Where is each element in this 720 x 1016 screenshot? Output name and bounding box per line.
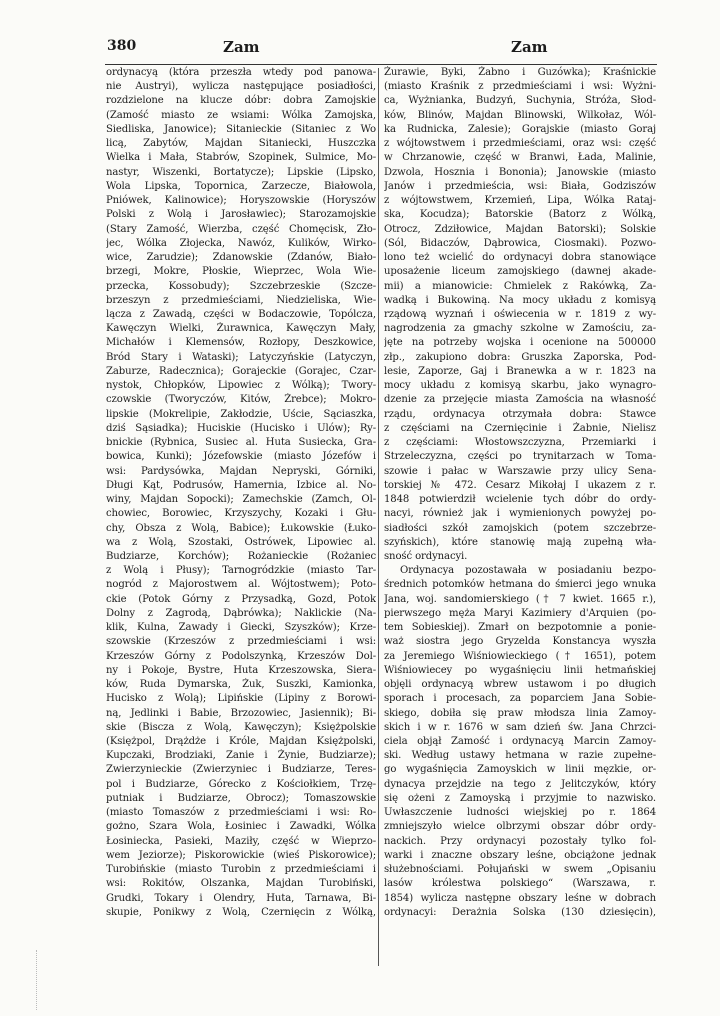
text-line: ków, Blinów, Majdan Blinowski, Wilkołaz, Wól- [384,109,656,121]
text-line: lącza z Zawadą, części w Bodaczowie, Topólcza, [106,308,376,320]
text-line: (Księżpol, Drążdże i Króle, Majdan Księżpolski, [106,736,376,748]
text-line: ska, Kocudza); Batorskie (Batorz z Wólką, [384,209,656,221]
text-line: nogród z Majorostwem al. Wójtostwem); Poto- [106,579,376,591]
text-line: Dolny z Zagrodą, Dąbrówka); Naklickie (Na- [106,607,376,619]
text-line: Zaburze, Radecznica); Gorajeckie (Gorajec, Czar- [106,365,376,377]
text-line: za Jeremiego Wiśniowieckiego († 1651), potem [384,650,656,662]
text-line: z wójtowstwem i przedmieściami, oraz wsi: część [384,138,656,150]
text-line: z Wolą i Płusy); Tarnogródzkie (miasto Tar- [106,565,376,577]
text-line: Bród Stary i Wataski); Latyczyńskie (Latyczyn, [106,351,376,363]
text-line: Uwłaszczenie ludności wiejskiej po r. 1864 [384,807,656,819]
text-line: ckie (Potok Górny z Przysadką, Gozd, Potok [106,593,376,605]
text-line: (Zamość miasto ze wsiami: Wólka Zamojska, [106,109,376,121]
text-line: z wójtowstwem, Krzemień, Lipa, Wólka Rataj- [384,195,656,207]
text-line: służebnościami. Połujański w swem „Opisaniu [384,864,656,876]
text-line: nystok, Chłopków, Lipowiec z Wólką); Twory- [106,380,376,392]
text-line: ordynacyą (która przeszła wtedy pod panowa- [106,67,376,78]
text-line: Dzwola, Hosznia i Bononia); Janowskie (miasto [384,166,656,178]
text-line: bnickie (Rybnica, Susiec al. Huta Susiecka, Gra- [106,437,376,449]
text-line: nastyr, Wiszenki, Bortatycze); Lipskie (Lipsko, [106,166,376,178]
text-line: skiego, dobiła się praw młodsza linia Zamoy- [384,707,656,719]
text-line: chy, Obsza z Wolą, Babice); Łukowskie (Łuko- [106,522,376,534]
text-line: Wielka i Mała, Stabrów, Szopinek, Sulmice, Mo- [106,152,376,164]
text-line: dziś Sąsiadka); Huciskie (Hucisko i Ulów); Ry- [106,422,376,434]
text-line: ka Rudnicka, Zalesie); Gorajskie (miasto Goraj [384,123,656,135]
text-line: Budziarze, Korchów); Rożanieckie (Rożaniec [106,550,376,562]
text-line: gożno, Szara Wola, Łosiniec i Zawadki, Wólka [106,821,376,833]
text-line: Kawęczyn Wielki, Żurawnica, Kawęczyn Mały, [106,323,376,335]
text-line: Otrocz, Zdziłowice, Majdan Batorski); Solskie [384,223,656,235]
margin-mark [36,950,47,1010]
text-line: ciela objął Zamość i ordynacyą Marcin Zamoy- [384,736,656,748]
page-header [0,38,720,62]
running-head-right: Zam [511,38,548,56]
text-line: ski. Według ustawy hetmana w razie zupełne- [384,750,656,762]
text-line: 1848 potwierdził wcielenie tych dóbr do ordy- [384,494,656,506]
text-line: mocy układu z komisyą skarbu, jako wynagro- [384,380,656,392]
text-line: ną, Jedlinki i Babie, Brzozowiec, Jasiennik); Bi- [106,707,376,719]
text-line: brzeszyn z przedmieściami, Niedzieliska, Wie- [106,294,376,306]
text-line: Wola Lipska, Topornica, Zarzecze, Białowola, [106,180,376,192]
text-line: rządu, ordynacya otrzymała dobra: Stawce [384,408,656,420]
text-line: jec, Wólka Złojecka, Nawóz, Kulików, Wirko- [106,237,376,249]
text-line: Zwierzynieckie (Zwierzyniec i Budziarze, Teres- [106,764,376,776]
text-line: nie Austryi), wylicza następujące posiadłości, [106,81,376,93]
text-line: siadłości szkół zamojskich (potem szczebrze- [384,522,656,534]
column-divider [378,68,379,966]
text-line: putniak i Budziarze, Obrocz); Tomaszowskie [106,792,376,804]
text-line: dynacya przejdzie na tego z Jelitczyków, który [384,778,656,790]
text-line: chowiec, Borowiec, Krzyszychy, Kozaki i Głu- [106,508,376,520]
text-line: szowie i pałac w Warszawie przy ulicy Sena- [384,465,656,477]
text-line: lasów królestwa polskiego“ (Warszawa, r. [384,878,656,890]
text-line: skupie, Ponikwy z Wolą, Czernięcin z Wólką, [106,906,376,918]
text-line: (miasto Tomaszów z przedmieściami i wsi: Ro- [106,807,376,819]
text-line: złp., zakupiono dobra: Gruszka Zaporska, Pod- [384,351,656,363]
text-line: 1854) wylicza następne obszary leśne w dobrach [384,892,656,904]
text-line: Turobińskie (miasto Turobin z przedmieściami i [106,864,376,876]
text-line: waż siostra jego Gryzelda Konstancya wyszła [384,636,656,648]
text-line: rozdzielone na klucze dóbr: dobra Zamojskie [106,95,376,107]
right-column [384,66,656,920]
text-line: tem Sobieskiej). Zmarł on bezpotomnie a ponie- [384,622,656,634]
text-line: warki i znaczne obszary leśne, obciążone jednak [384,849,656,861]
text-line: Krzeszów Górny z Podolszynką, Krzeszów Dol- [106,650,376,662]
text-line: Michałów i Klemensów, Rozłopy, Deszkowice, [106,337,376,349]
text-line: lesie, Zaporze, Gaj i Branewka a w r. 1823 na [384,365,656,377]
text-line: (Sól, Bidaczów, Dąbrowica, Ciosmaki). Pozwo- [384,237,656,249]
text-line: nacyi, również jak i wymienionych powyżej po- [384,508,656,520]
text-line: klik, Kulna, Zawady i Giecki, Szyszków); Krze- [106,622,376,634]
header-rule [105,64,657,65]
text-line: Siedliska, Janowice); Sitanieckie (Sitaniec z Wo [106,123,376,135]
text-line: wadką i Bukowiną. Na mocy układu z komisyą [384,294,656,306]
text-line: Długi Kąt, Podrusów, Hamernia, Izbice al. No- [106,479,376,491]
text-line: nackich. Przy ordynacyi pozostały tylko fol- [384,835,656,847]
text-line: go wygaśnięcia Zamoyskich w linii męzkie, or- [384,764,656,776]
text-line: Wiśniowiecey po wygaśnięciu linii hetmańskiej [384,664,656,676]
text-line: (Stary Zamość, Wierzba, część Chomęcisk, Zło- [106,223,376,235]
text-line: winy, Majdan Sopocki); Zamechskie (Zamch, Ol- [106,494,376,506]
text-line: (miasto Kraśnik z przedmieściami i wsi: Wyżni- [384,81,656,93]
text-line: wsi: Rokitów, Olszanka, Majdan Turobiński, [106,878,376,890]
text-line: licą, Zabytów, Majdan Sitaniecki, Huszczka [106,138,376,150]
page-number: 380 [107,38,137,54]
text-line: z częściami na Czernięcinie i Żabnie, Nielisz [384,422,656,434]
text-line: wice, Zarudzie); Zdanowskie (Zdanów, Biało- [106,252,376,264]
text-line: jęte na potrzeby wojska i ocenione na 500000 [384,337,656,349]
text-line: Janów i przedmieścia, wsi: Biała, Godziszów [384,180,656,192]
text-line: Polski z Wolą i Jarosławiec); Starozamojskie [106,209,376,221]
text-line: Ordynacya pozostawała w posiadaniu bezpo- [400,565,656,577]
text-line: pierwszego męża Maryi Kazimiery d'Arquien (po- [384,607,656,619]
text-line: Łosiniecka, Pasieki, Maziły, część w Wieprzo- [106,835,376,847]
text-line: rządową wyznań i oświecenia w r. 1819 z wy- [384,308,656,320]
running-head-left: Zam [223,38,260,56]
text-line: szowskie (Krzeszów z przedmieściami i wsi: [106,636,376,648]
text-line: Jana, woj. sandomierskiego († 7 kwiet. 1665 r.), [384,593,656,605]
text-line: się ożeni z Zamoyską i przyjmie to nazwisko. [384,792,656,804]
text-line: objęli ordynacyą wbrew ustawom i po długich [384,679,656,691]
text-line: z częściami: Włostowszczyzna, Przemiarki i [384,437,656,449]
text-line: bowica, Kunki); Józefowskie (miasto Józefów i [106,451,376,463]
text-line: dzenie za przejęcie miasta Zamościa na własność [384,394,656,406]
text-line: Pniówek, Kalinowice); Horyszowskie (Horyszów [106,195,376,207]
text-line: brzegi, Mokre, Płoskie, Wieprzec, Wola Wie- [106,266,376,278]
text-line: Strzeleczyzna, części po trynitarzach w Toma- [384,451,656,463]
text-line: lipskie (Mokrelipie, Zakłodzie, Uście, Sąciaszka, [106,408,376,420]
text-line: nagrodzenia za gmachy szkolne w Zamościu, za- [384,323,656,335]
text-line: czowskie (Tworyczów, Kitów, Żrebce); Mokro- [106,394,376,406]
text-line: ca, Wyżnianka, Budzyń, Suchynia, Stróża, Słod- [384,95,656,107]
left-column [106,66,376,920]
text-line: Żurawie, Byki, Żabno i Guzówka); Kraśnickie [384,67,656,78]
text-line: wem Jeziorze); Piskorowickie (wieś Piskorowice); [106,849,376,861]
text-line: Hucisko z Wolą); Lipińskie (Lipiny z Borowi- [106,693,376,705]
text-line: przecka, Kossobudy); Szczebrzeskie (Szcze- [106,280,376,292]
text-line: torskiej № 472. Cesarz Mikołaj I ukazem z r. [384,479,656,491]
text-line: średnich potomków hetmana do śmierci jego wnuka [384,579,656,591]
text-line: lono też wcielić do ordynacyi dobra stanowiące [384,252,656,264]
text-line: pol i Budziarze, Górecko z Kościołkiem, Trzę- [106,778,376,790]
text-line: sność ordynacyi. [384,550,468,562]
text-line: Grudki, Tokary i Olendry, Huta, Tarnawa, Bi- [106,892,376,904]
text-line: Kupczaki, Brodziaki, Zanie i Żynie, Budziarze); [106,750,376,762]
text-line: skich i w r. 1676 w sam dzień św. Jana Chrzci- [384,721,656,733]
text-line: ordynacyi: Derażnia Solska (130 dziesięcin), [384,906,656,918]
text-line: szyńskich), które stanowię mają zupełną wła- [384,536,656,548]
text-line: ny i Pokoje, Bystre, Huta Krzeszowska, Siera- [106,664,376,676]
text-line: w Chrzanowie, część w Branwi, Łada, Malinie, [384,152,656,164]
text-line: wa z Wolą, Szostaki, Ostrówek, Lipowiec al. [106,536,376,548]
text-line: ków, Ruda Dymarska, Żuk, Suszki, Kamionka, [106,679,376,691]
text-line: sporach i procesach, za poparciem Jana Sobie- [384,693,656,705]
text-line: wsi: Pardysówka, Majdan Nepryski, Górniki, [106,465,376,477]
text-line: uposażenie liceum zamojskiego (dawnej akade- [384,266,656,278]
text-line: mii) a mianowicie: Chmielek z Rakówką, Za- [384,280,656,292]
text-line: zmniejszyło wielce olbrzymi obszar dóbr ordy- [384,821,656,833]
text-line: skie (Biscza z Wolą, Kawęczyn); Księżpolskie [106,721,376,733]
